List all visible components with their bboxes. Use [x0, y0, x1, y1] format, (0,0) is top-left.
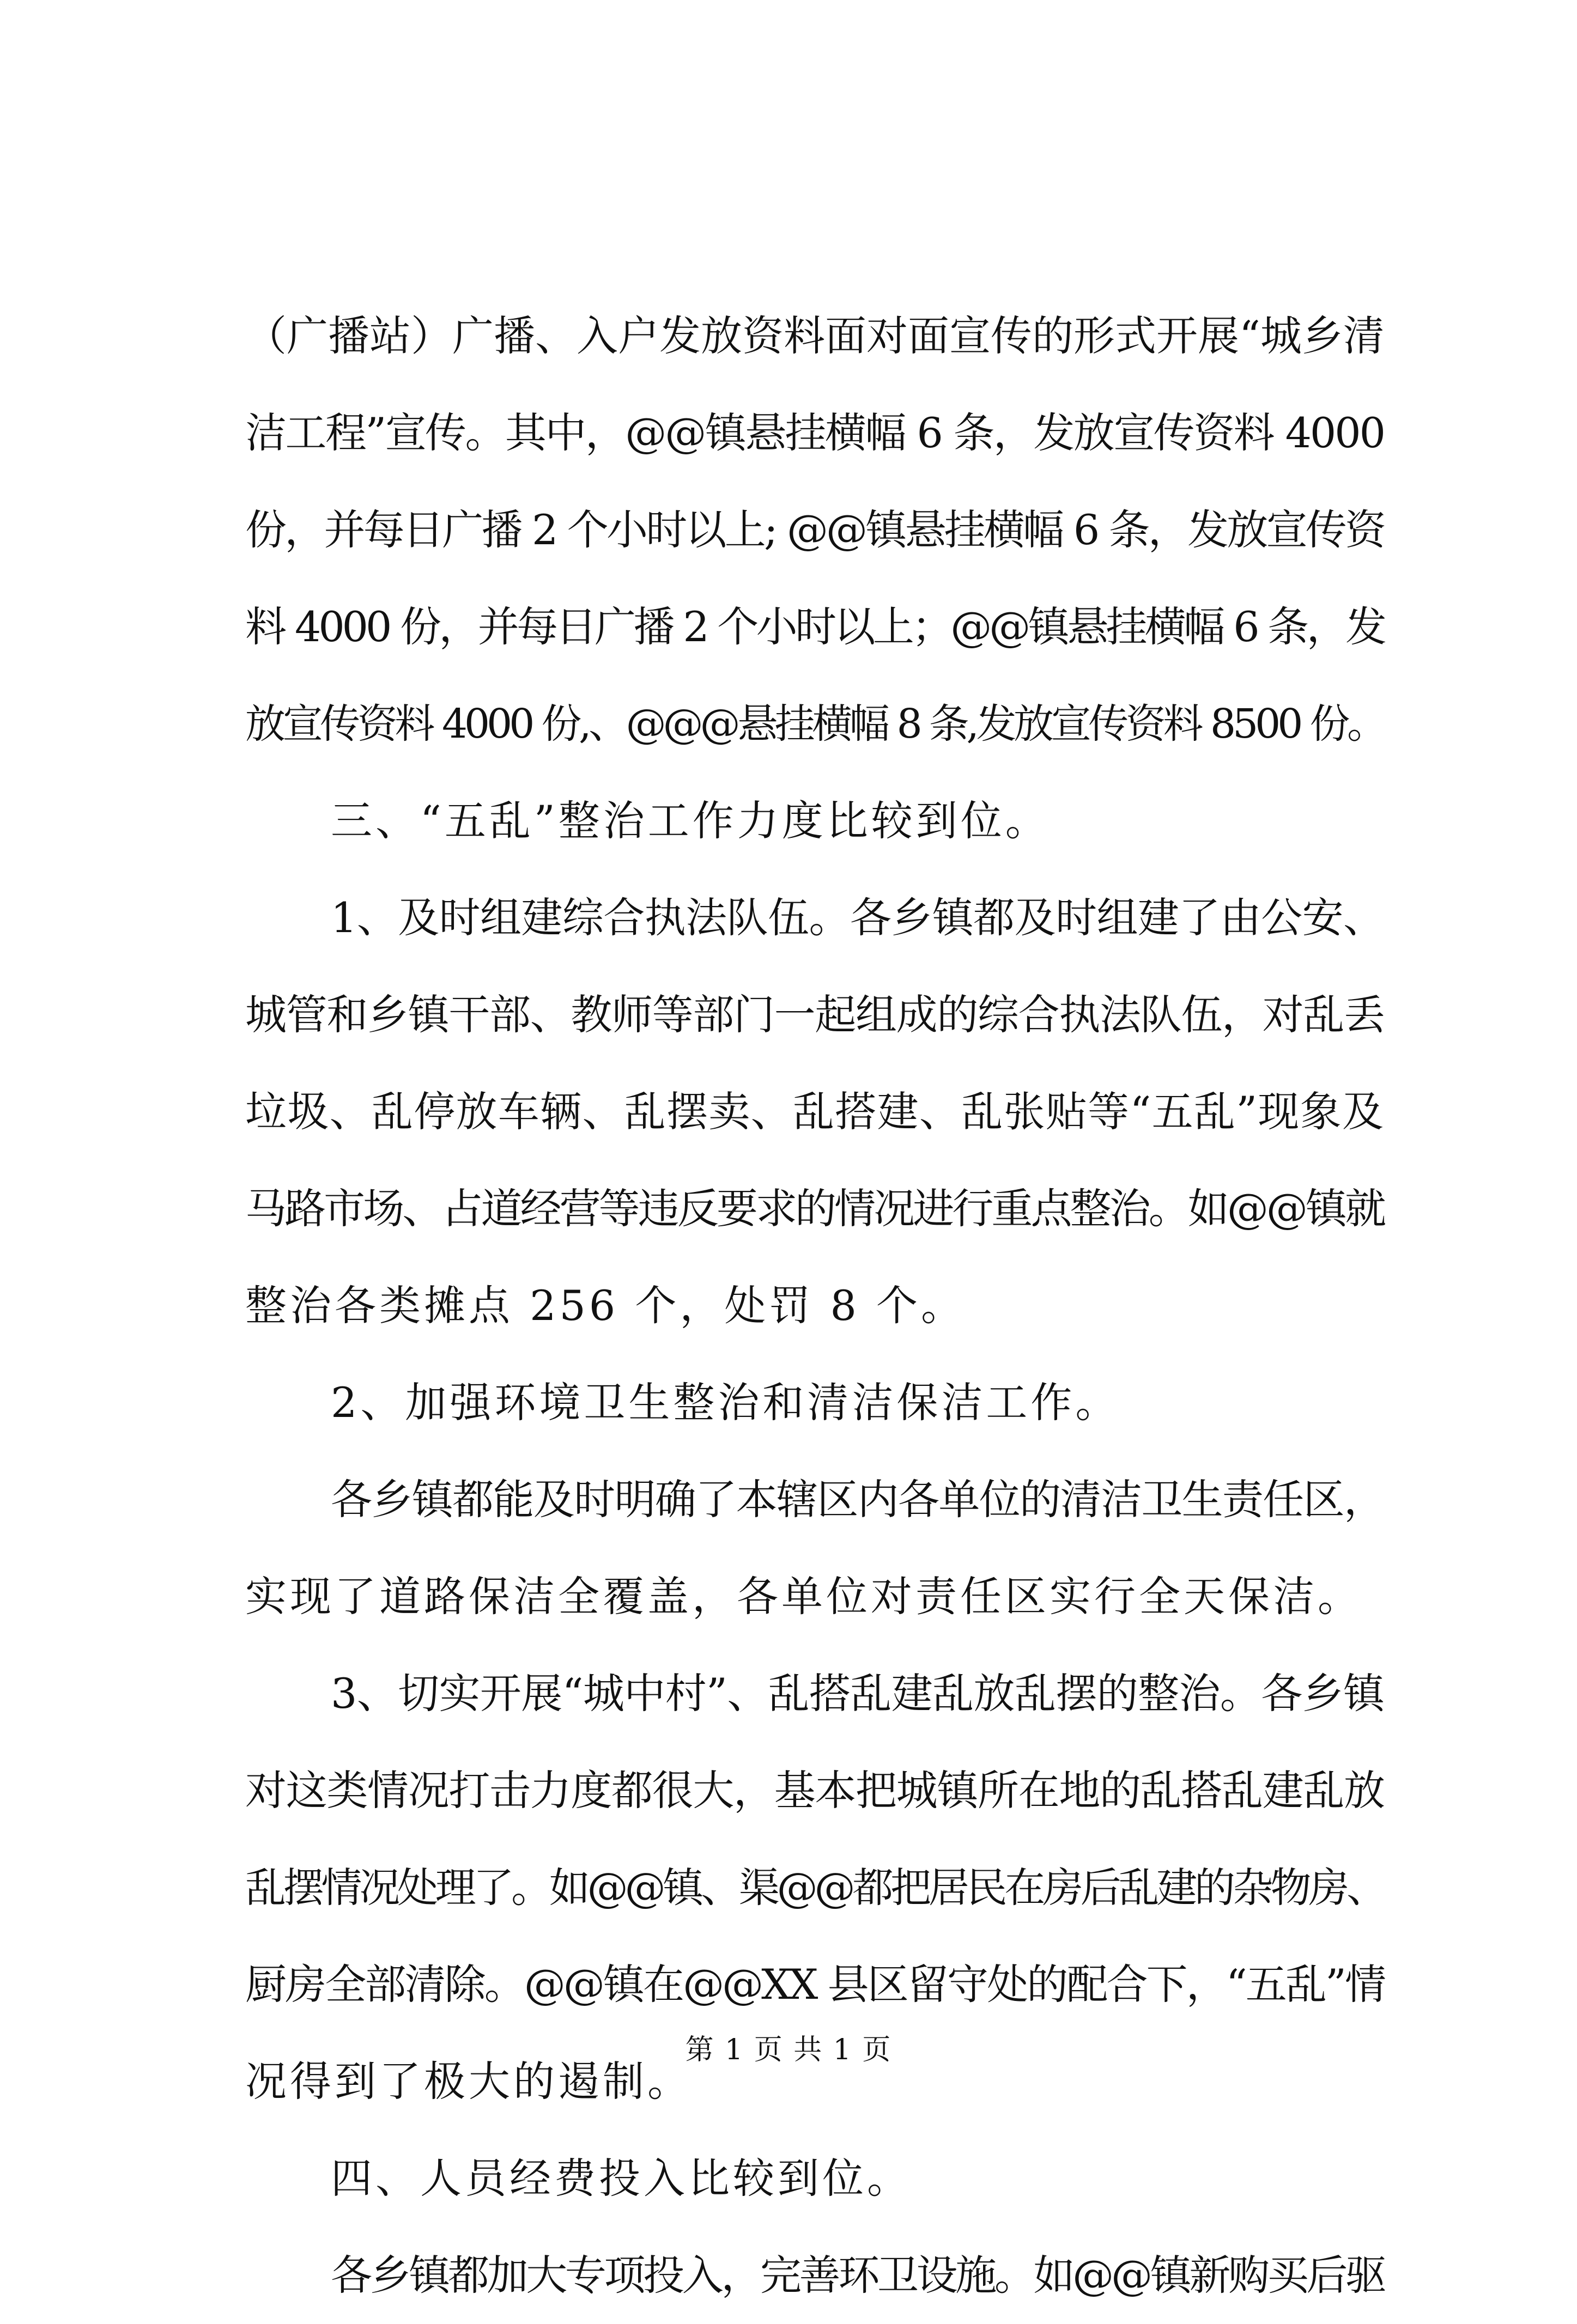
text-line: 2、加强环境卫生整治和清洁保洁工作。 — [331, 1378, 1120, 1427]
text-line: 料 4000 份，并每日广播 2 个小时以上；@@镇悬挂横幅 6 条，发 — [245, 603, 1384, 651]
text-line: 各乡镇都能及时明确了本辖区内各单位的清洁卫生责任区， — [331, 1475, 1384, 1524]
text-line: 垃圾、乱停放车辆、乱摆卖、乱搭建、乱张贴等“五乱”现象及 — [245, 1087, 1384, 1136]
text-line: 实现了道路保洁全覆盖，各单位对责任区实行全天保洁。 — [245, 1572, 1362, 1621]
text-line: 对这类情况打击力度都很大，基本把城镇所在地的乱搭乱建乱放 — [245, 1766, 1384, 1815]
text-line: 三、“五乱”整治工作力度比较到位。 — [331, 796, 1050, 845]
text-line: 厨房全部清除。@@镇在@@XX 县区留守处的配合下，“五乱”情 — [245, 1960, 1384, 2009]
text-line: 城管和乡镇干部、教师等部门一起组成的综合执法队伍，对乱丢 — [245, 990, 1384, 1039]
text-line: 整治各类摊点 256 个，处罚 8 个。 — [245, 1281, 966, 1330]
text-line: 洁工程”宣传。其中，@@镇悬挂横幅 6 条，发放宣传资料 4000 — [245, 409, 1384, 457]
page-footer: 第 1 页 共 1 页 — [685, 2034, 892, 2066]
text-line: 四、人员经费投入比较到位。 — [331, 2154, 912, 2203]
document-body — [245, 288, 1384, 2324]
text-line: 况得到了极大的遏制。 — [245, 2057, 692, 2106]
text-line: 乱摆情况处理了。如@@镇、渠@@都把居民在房后乱建的杂物房、 — [245, 1864, 1384, 1912]
text-line: 放宣传资料 4000 份,、@@@悬挂横幅 8 条,发放宣传资料 8500 份。 — [245, 701, 1384, 747]
text-line: 各乡镇都加大专项投入，完善环卫设施。如@@镇新购买后驱 — [331, 2251, 1384, 2299]
text-line: 马路市场、占道经营等违反要求的情况进行重点整治。如@@镇就 — [245, 1184, 1384, 1233]
text-line: 3、切实开展“城中村”、乱搭乱建乱放乱摆的整治。各乡镇 — [331, 1669, 1384, 1718]
text-line: （广播站）广播、入户发放资料面对面宣传的形式开展“城乡清 — [245, 312, 1385, 360]
text-line: 1、及时组建综合执法队伍。各乡镇都及时组建了由公安、 — [331, 893, 1384, 942]
text-line: 份，并每日广播 2 个小时以上; @@镇悬挂横幅 6 条，发放宣传资 — [245, 506, 1384, 554]
